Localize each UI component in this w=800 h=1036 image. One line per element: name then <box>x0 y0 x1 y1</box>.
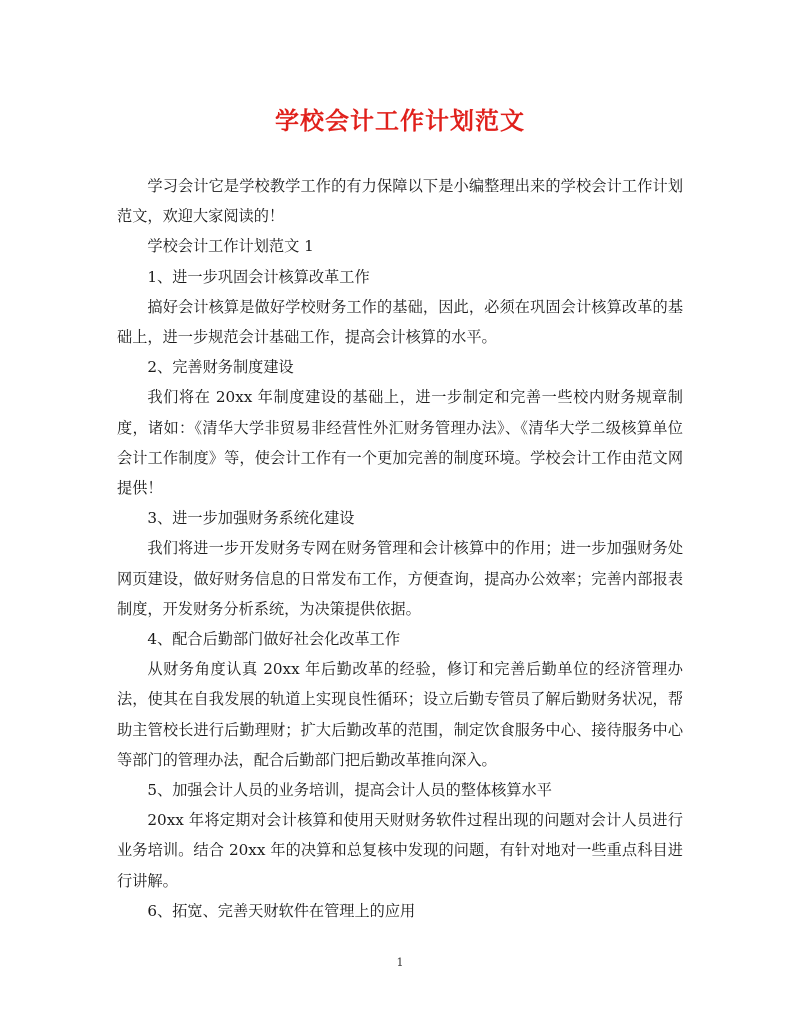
item-paragraph-5: 20xx 年将定期对会计核算和使用天财财务软件过程出现的问题对会计人员进行业务培训。结合 20xx 年的决算和总复核中发现的问题，有针对地对一些重点科目进行讲解。 <box>117 811 683 890</box>
item-paragraph-3: 我们将进一步开发财务专网在财务管理和会计核算中的作用；进一步加强财务处网页建设，做好财务信息的日常发布工作，方便查询，提高办公效率；完善内部报表制度，开发财务分析系统，为决策提供依据。 <box>117 539 683 618</box>
item-heading-5: 5、加强会计人员的业务培训，提高会计人员的整体核算水平 <box>147 781 552 800</box>
document-body <box>117 171 683 926</box>
item-heading-2: 2、完善财务制度建设 <box>147 358 294 377</box>
item-heading-1: 1、进一步巩固会计核算改革工作 <box>147 267 370 286</box>
document-title: 学校会计工作计划范文 <box>275 106 525 135</box>
item-heading-4: 4、配合后勤部门做好社会化改革工作 <box>147 630 401 649</box>
page-number: 1 <box>396 956 404 969</box>
intro-paragraph: 学习会计它是学校教学工作的有力保障以下是小编整理出来的学校会计工作计划范文，欢迎大家阅读的！ <box>117 177 683 226</box>
section-heading: 学校会计工作计划范文 1 <box>147 237 314 256</box>
item-heading-6: 6、拓宽、完善天财软件在管理上的应用 <box>147 901 416 920</box>
item-paragraph-1: 搞好会计核算是做好学校财务工作的基础，因此，必须在巩固会计核算改革的基础上，进一步规范会计基础工作，提高会计核算的水平。 <box>117 297 683 347</box>
item-paragraph-2: 我们将在 20xx 年制度建设的基础上，进一步制定和完善一些校内财务规章制度，诸如：《清华大学非贸易非经营性外汇财务管理办法》、《清华大学二级核算单位会计工作制度》等，使会计工作有一个更加完善的制度环境。学校会计工作由范文网提供！ <box>117 388 683 498</box>
item-heading-3: 3、进一步加强财务系统化建设 <box>147 509 355 528</box>
item-paragraph-4: 从财务角度认真 20xx 年后勤改革的经验，修订和完善后勤单位的经济管理办法，使其在自我发展的轨道上实现良性循环；设立后勤专管员了解后勤财务状况，帮助主管校长进行后勤理财；扩大后勤改革的范围，制定饮食服务中心、接待服务中心等部门的管理办法，配合后勤部门把后勤改革推向深入。 <box>117 660 683 769</box>
